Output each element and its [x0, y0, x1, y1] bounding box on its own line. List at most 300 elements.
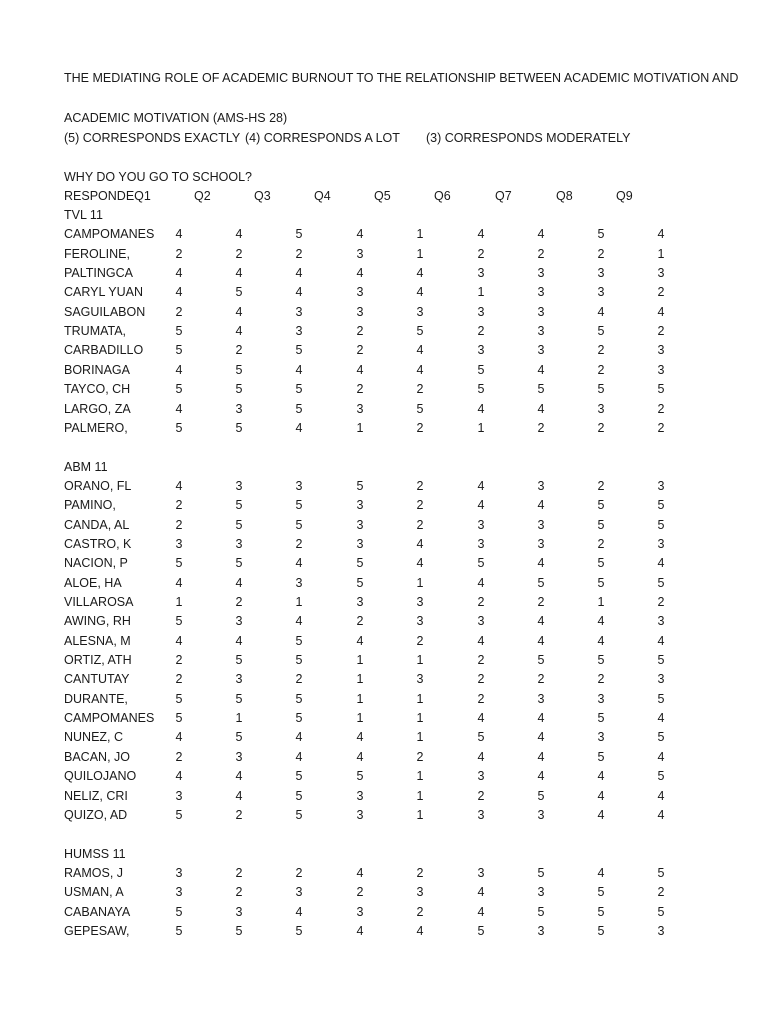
response-value: 3 [416, 672, 424, 687]
header-q9: Q9 [616, 189, 633, 203]
response-value: 4 [416, 285, 424, 300]
respondent-name: ALESNA, M [64, 633, 131, 648]
response-value: 5 [657, 769, 665, 784]
response-value: 5 [295, 653, 303, 668]
response-value: 5 [356, 575, 364, 590]
response-value: 5 [597, 653, 605, 668]
response-value: 5 [537, 575, 545, 590]
header-q2: Q2 [194, 189, 211, 203]
response-value: 5 [235, 691, 243, 706]
response-value: 4 [295, 420, 303, 435]
respondent-name: NUNEZ, C [64, 730, 124, 745]
response-value: 4 [295, 749, 303, 764]
response-value: 5 [597, 382, 605, 397]
response-value: 5 [477, 730, 485, 745]
response-value: 4 [537, 769, 545, 784]
scale-4-label: (4) CORRESPONDS A LOT [245, 131, 400, 145]
question-text: WHY DO YOU GO TO SCHOOL? [64, 170, 253, 184]
respondent-name: QUIZO, AD [64, 807, 128, 822]
response-value: 5 [175, 904, 183, 919]
response-value: 3 [537, 324, 545, 339]
response-value: 4 [537, 362, 545, 377]
response-value: 4 [175, 730, 183, 745]
response-value: 3 [235, 614, 243, 629]
response-value: 4 [295, 904, 303, 919]
response-value: 2 [295, 246, 303, 261]
response-value: 5 [235, 923, 243, 938]
response-value: 2 [175, 304, 183, 319]
response-value: 1 [356, 711, 364, 726]
response-value: 4 [356, 362, 364, 377]
response-value: 5 [295, 401, 303, 416]
response-value: 4 [416, 536, 424, 551]
response-value: 5 [657, 382, 665, 397]
response-value: 2 [235, 885, 243, 900]
respondent-name: NACION, P [64, 556, 128, 571]
response-value: 3 [235, 401, 243, 416]
response-value: 2 [295, 672, 303, 687]
response-value: 1 [416, 246, 424, 261]
response-value: 5 [657, 691, 665, 706]
response-value: 2 [416, 865, 424, 880]
response-value: 5 [175, 711, 183, 726]
response-value: 2 [356, 343, 364, 358]
response-value: 1 [416, 691, 424, 706]
response-value: 4 [356, 865, 364, 880]
response-value: 2 [597, 478, 605, 493]
response-value: 1 [477, 285, 485, 300]
response-value: 5 [295, 517, 303, 532]
response-value: 4 [235, 575, 243, 590]
response-value: 3 [657, 362, 665, 377]
response-value: 4 [537, 730, 545, 745]
respondent-name: ORTIZ, ATH [64, 653, 132, 668]
response-value: 3 [537, 478, 545, 493]
response-value: 1 [295, 595, 303, 609]
response-value: 5 [235, 362, 243, 377]
scale-5-label: (5) CORRESPONDS EXACTLY [64, 131, 241, 145]
header-q4: Q4 [314, 189, 331, 203]
response-value: 5 [477, 382, 485, 397]
response-value: 4 [175, 575, 183, 590]
response-value: 3 [356, 517, 364, 532]
response-value: 2 [537, 595, 545, 609]
response-value: 5 [295, 382, 303, 397]
response-value: 4 [657, 807, 665, 822]
section-label: HUMSS 11 [64, 846, 126, 861]
response-value: 4 [295, 266, 303, 281]
response-value: 5 [235, 285, 243, 300]
response-value: 5 [175, 807, 183, 822]
response-value: 3 [477, 304, 485, 319]
document-title: THE MEDIATING ROLE OF ACADEMIC BURNOUT TO THE RELATIONSHIP BETWEEN ACADEMIC MOTIVATION AND [64, 71, 739, 85]
response-value: 1 [416, 227, 424, 242]
response-value: 2 [175, 498, 183, 513]
section-label: ABM 11 [64, 459, 108, 474]
respondent-name: FEROLINE, [64, 246, 130, 261]
response-value: 1 [416, 575, 424, 590]
response-value: 3 [477, 614, 485, 629]
response-value: 4 [416, 556, 424, 571]
response-value: 4 [295, 285, 303, 300]
respondent-name: CABANAYA [64, 904, 131, 919]
response-value: 4 [356, 923, 364, 938]
response-value: 3 [477, 807, 485, 822]
response-value: 1 [416, 769, 424, 784]
response-value: 4 [356, 749, 364, 764]
response-value: 3 [657, 343, 665, 358]
respondent-name: RAMOS, J [64, 865, 124, 880]
response-value: 3 [537, 304, 545, 319]
response-value: 3 [657, 923, 665, 938]
response-value: 5 [597, 556, 605, 571]
respondent-name: CANDA, AL [64, 517, 130, 532]
response-value: 5 [657, 517, 665, 532]
response-value: 3 [235, 672, 243, 687]
response-value: 3 [175, 788, 183, 803]
response-value: 2 [356, 885, 364, 900]
response-value: 4 [235, 227, 243, 242]
response-value: 4 [235, 769, 243, 784]
response-value: 3 [537, 923, 545, 938]
response-value: 2 [175, 517, 183, 532]
response-value: 5 [235, 517, 243, 532]
response-value: 4 [537, 749, 545, 764]
response-value: 5 [657, 498, 665, 513]
response-value: 3 [597, 285, 605, 300]
response-value: 3 [657, 266, 665, 281]
response-value: 4 [356, 227, 364, 242]
response-value: 3 [537, 517, 545, 532]
response-value: 3 [416, 595, 424, 609]
respondent-name: CAMPOMANES [64, 711, 155, 726]
response-value: 5 [295, 343, 303, 358]
header-q3: Q3 [254, 189, 271, 203]
response-value: 2 [235, 865, 243, 880]
response-value: 2 [235, 807, 243, 822]
header-respondent: RESPONDEQ1 [64, 189, 151, 203]
response-value: 4 [356, 266, 364, 281]
response-value: 3 [356, 285, 364, 300]
response-value: 1 [356, 420, 364, 435]
response-value: 2 [175, 246, 183, 261]
response-value: 4 [657, 711, 665, 726]
response-value: 4 [657, 304, 665, 319]
response-value: 4 [537, 614, 545, 629]
response-value: 2 [416, 498, 424, 513]
response-value: 5 [295, 691, 303, 706]
response-value: 3 [356, 246, 364, 261]
response-value: 4 [597, 769, 605, 784]
response-value: 4 [295, 730, 303, 745]
response-value: 2 [597, 536, 605, 551]
response-value: 5 [295, 788, 303, 803]
respondent-name: VILLAROSA [64, 595, 134, 609]
response-value: 5 [597, 575, 605, 590]
response-value: 2 [657, 401, 665, 416]
response-value: 1 [416, 788, 424, 803]
response-value: 4 [295, 362, 303, 377]
response-value: 3 [477, 266, 485, 281]
response-value: 2 [235, 343, 243, 358]
response-value: 4 [175, 769, 183, 784]
respondent-name: PALTINGCA [64, 266, 133, 281]
response-value: 1 [657, 246, 665, 261]
respondent-name: USMAN, A [64, 885, 124, 900]
response-value: 4 [175, 285, 183, 300]
response-value: 4 [235, 324, 243, 339]
response-value: 4 [597, 865, 605, 880]
respondent-name: CANTUTAY [64, 672, 130, 687]
response-value: 3 [597, 401, 605, 416]
response-value: 5 [597, 517, 605, 532]
response-value: 5 [295, 711, 303, 726]
response-value: 2 [537, 672, 545, 687]
response-value: 2 [235, 595, 243, 609]
response-value: 5 [597, 885, 605, 900]
response-value: 5 [235, 653, 243, 668]
respondent-name: TAYCO, CH [64, 382, 131, 397]
response-value: 2 [356, 324, 364, 339]
response-value: 3 [416, 304, 424, 319]
response-value: 5 [295, 633, 303, 648]
response-value: 3 [295, 575, 303, 590]
response-value: 4 [416, 343, 424, 358]
response-value: 4 [597, 807, 605, 822]
response-value: 2 [657, 595, 665, 609]
response-value: 1 [416, 711, 424, 726]
respondent-name: ORANO, FL [64, 478, 132, 493]
respondent-name: CARYL YUAN [64, 285, 143, 300]
response-value: 4 [597, 614, 605, 629]
response-value: 5 [235, 420, 243, 435]
response-value: 3 [175, 885, 183, 900]
response-value: 2 [175, 672, 183, 687]
response-value: 4 [537, 633, 545, 648]
response-value: 5 [235, 730, 243, 745]
respondent-name: ALOE, HA [64, 575, 122, 590]
response-value: 1 [477, 420, 485, 435]
instrument-label: ACADEMIC MOTIVATION (AMS-HS 28) [64, 111, 288, 125]
response-value: 4 [477, 885, 485, 900]
response-value: 3 [537, 266, 545, 281]
response-value: 4 [477, 633, 485, 648]
response-value: 3 [537, 343, 545, 358]
response-value: 5 [597, 227, 605, 242]
response-value: 4 [597, 788, 605, 803]
response-value: 1 [356, 691, 364, 706]
response-value: 3 [597, 691, 605, 706]
response-value: 3 [477, 769, 485, 784]
response-value: 5 [477, 362, 485, 377]
response-value: 4 [175, 401, 183, 416]
response-value: 3 [597, 730, 605, 745]
response-value: 1 [416, 730, 424, 745]
response-value: 2 [597, 420, 605, 435]
scale-3-label: (3) CORRESPONDS MODERATELY [426, 131, 631, 145]
response-value: 2 [657, 285, 665, 300]
respondent-name: DURANTE, [64, 691, 128, 706]
response-value: 4 [175, 266, 183, 281]
response-value: 4 [657, 227, 665, 242]
response-value: 2 [477, 788, 485, 803]
response-value: 2 [295, 536, 303, 551]
response-value: 5 [175, 923, 183, 938]
response-value: 4 [477, 478, 485, 493]
response-value: 5 [537, 382, 545, 397]
response-value: 4 [597, 633, 605, 648]
response-value: 4 [175, 633, 183, 648]
response-value: 2 [416, 749, 424, 764]
response-value: 2 [295, 865, 303, 880]
response-value: 2 [175, 653, 183, 668]
response-value: 4 [356, 730, 364, 745]
response-value: 4 [416, 923, 424, 938]
response-value: 1 [356, 672, 364, 687]
response-value: 2 [356, 382, 364, 397]
respondent-name: CAMPOMANES [64, 227, 155, 242]
response-value: 4 [175, 362, 183, 377]
response-value: 5 [416, 401, 424, 416]
response-value: 3 [416, 885, 424, 900]
response-value: 3 [537, 536, 545, 551]
response-value: 3 [477, 865, 485, 880]
response-value: 5 [235, 382, 243, 397]
header-q6: Q6 [434, 189, 451, 203]
response-value: 3 [235, 536, 243, 551]
respondent-name: PALMERO, [64, 420, 128, 435]
response-value: 5 [416, 324, 424, 339]
response-value: 5 [295, 769, 303, 784]
response-value: 3 [235, 749, 243, 764]
response-value: 2 [416, 517, 424, 532]
response-value: 3 [477, 343, 485, 358]
response-value: 2 [175, 749, 183, 764]
response-value: 1 [235, 711, 243, 726]
response-value: 5 [356, 478, 364, 493]
response-value: 4 [175, 227, 183, 242]
response-value: 2 [537, 420, 545, 435]
response-value: 3 [477, 536, 485, 551]
response-value: 3 [657, 672, 665, 687]
response-value: 3 [657, 478, 665, 493]
response-value: 3 [537, 691, 545, 706]
response-value: 2 [597, 246, 605, 261]
response-value: 5 [537, 788, 545, 803]
response-value: 5 [235, 498, 243, 513]
response-value: 4 [597, 304, 605, 319]
response-value: 2 [477, 691, 485, 706]
response-value: 2 [416, 633, 424, 648]
response-value: 5 [537, 904, 545, 919]
response-value: 4 [537, 401, 545, 416]
response-value: 3 [295, 304, 303, 319]
respondent-name: PAMINO, [64, 498, 116, 513]
response-value: 2 [477, 324, 485, 339]
response-value: 5 [295, 227, 303, 242]
response-value: 3 [235, 904, 243, 919]
response-value: 3 [356, 498, 364, 513]
response-value: 5 [597, 498, 605, 513]
response-value: 1 [416, 653, 424, 668]
response-value: 5 [657, 653, 665, 668]
response-value: 3 [295, 478, 303, 493]
response-value: 5 [477, 556, 485, 571]
header-q7: Q7 [495, 189, 512, 203]
response-value: 4 [537, 556, 545, 571]
response-value: 3 [356, 904, 364, 919]
response-value: 2 [597, 343, 605, 358]
response-value: 4 [657, 749, 665, 764]
response-value: 3 [537, 285, 545, 300]
response-value: 1 [416, 807, 424, 822]
response-value: 5 [537, 653, 545, 668]
response-value: 4 [416, 362, 424, 377]
response-value: 5 [657, 730, 665, 745]
response-value: 5 [175, 420, 183, 435]
response-value: 3 [537, 807, 545, 822]
response-value: 2 [597, 362, 605, 377]
response-value: 4 [235, 633, 243, 648]
section-label: TVL 11 [64, 208, 103, 222]
response-value: 3 [356, 536, 364, 551]
response-value: 5 [295, 923, 303, 938]
response-value: 3 [295, 324, 303, 339]
response-value: 1 [175, 595, 183, 609]
response-value: 3 [416, 614, 424, 629]
response-value: 3 [597, 266, 605, 281]
response-value: 2 [477, 595, 485, 609]
response-value: 4 [356, 633, 364, 648]
response-value: 5 [537, 865, 545, 880]
response-value: 5 [175, 614, 183, 629]
response-value: 4 [295, 614, 303, 629]
response-value: 2 [416, 904, 424, 919]
response-value: 4 [295, 556, 303, 571]
response-value: 4 [477, 227, 485, 242]
response-value: 4 [416, 266, 424, 281]
response-value: 5 [235, 556, 243, 571]
response-value: 4 [537, 498, 545, 513]
response-value: 3 [356, 401, 364, 416]
response-value: 3 [477, 517, 485, 532]
respondent-name: BACAN, JO [64, 749, 130, 764]
response-value: 5 [295, 807, 303, 822]
response-value: 4 [657, 633, 665, 648]
respondent-name: AWING, RH [64, 614, 131, 629]
respondent-name: CASTRO, K [64, 536, 132, 551]
response-value: 4 [477, 749, 485, 764]
response-value: 3 [356, 788, 364, 803]
response-value: 5 [657, 865, 665, 880]
response-value: 3 [295, 885, 303, 900]
response-value: 5 [597, 923, 605, 938]
response-value: 2 [416, 382, 424, 397]
response-value: 3 [537, 885, 545, 900]
respondent-name: QUILOJANO [64, 769, 137, 784]
response-value: 2 [235, 246, 243, 261]
respondent-name: NELIZ, CRI [64, 788, 128, 803]
response-value: 1 [597, 595, 605, 609]
response-value: 4 [477, 401, 485, 416]
response-value: 5 [597, 711, 605, 726]
response-value: 4 [477, 711, 485, 726]
respondent-name: SAGUILABON [64, 304, 146, 319]
response-value: 4 [477, 575, 485, 590]
response-value: 4 [477, 904, 485, 919]
response-value: 2 [477, 653, 485, 668]
response-value: 2 [657, 324, 665, 339]
